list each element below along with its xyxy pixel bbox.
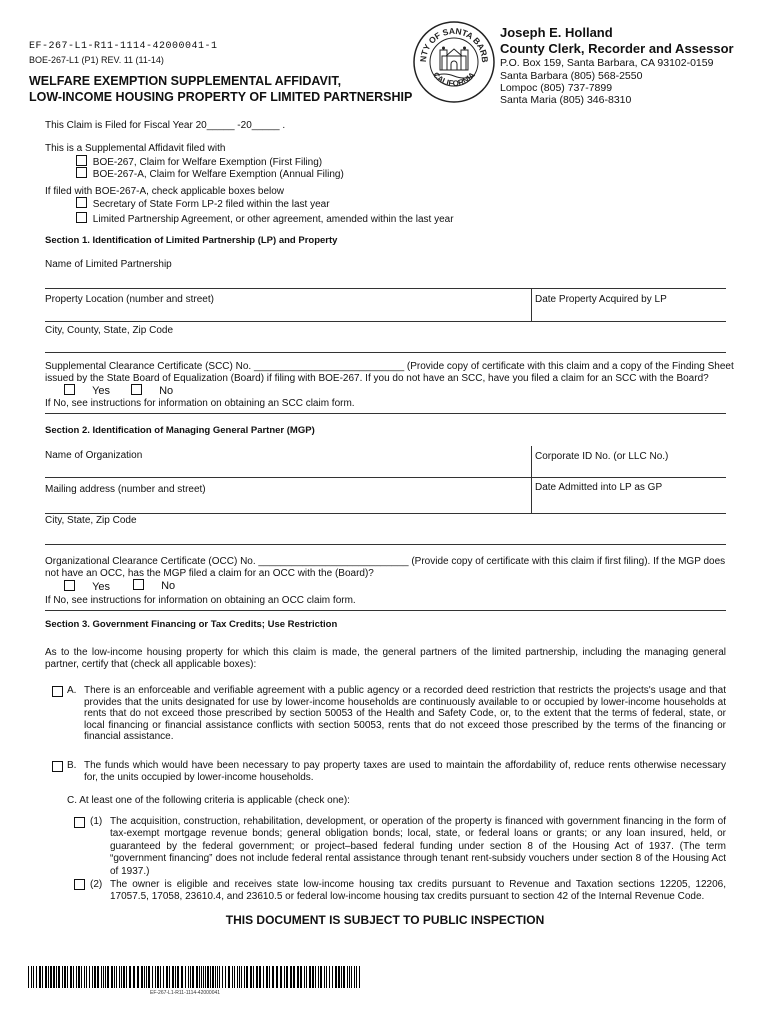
phone-santa-maria: Santa Maria (805) 346-8310 [500,94,632,106]
barcode-bar [45,966,47,988]
county-seal-icon [412,20,496,104]
barcode-bar [300,966,302,988]
barcode-bar [31,966,32,988]
barcode-bar [347,966,348,988]
option-lp-agreement [76,212,454,225]
org-name-label: Name of Organization [45,450,143,461]
barcode-bar [81,966,82,988]
occ-no-option [133,579,175,592]
form-title-line2: LOW-INCOME HOUSING PROPERTY OF LIMITED PARTNERSHIP [29,90,413,104]
if-filed-boe267a-text: If filed with BOE-267-A, check applicable boxes below [45,186,285,197]
barcode-bar [84,966,85,988]
lp-city-label: City, County, State, Zip Code [45,325,174,336]
section1-heading: Section 1. Identification of Limited Partnership (LP) and Property [45,235,338,246]
barcode-bar [111,966,113,988]
lp-agreement-checkbox[interactable] [76,212,87,223]
property-location-field[interactable] [45,307,525,319]
svg-text:CALIFORNIA [431,70,477,88]
barcode-bar [58,966,60,988]
date-acquired-field[interactable] [535,307,723,319]
form-title-line1: WELFARE EXEMPTION SUPPLEMENTAL AFFIDAVIT, [29,74,342,88]
barcode-bar [349,966,350,988]
scc-if-no-text: If No, see instructions for information on obtaining an SCC claim form. [45,398,355,409]
barcode-bar [225,966,226,988]
barcode-bar [351,966,352,988]
barcode-bar [166,966,168,988]
occ-line1: Organizational Clearance Certificate (OCC) No. ___________________________ (Provide copy of certificate with this claim if first filing). If the MGP does [45,556,726,567]
barcode-bar [241,966,242,988]
option-c-text: C. At least one of the following criteria is applicable (check one): [67,795,350,806]
option-boe267a [76,167,344,180]
barcode-bar [50,966,52,988]
barcode-bar [188,966,189,988]
barcode-bar [276,966,278,988]
corp-id-field[interactable] [535,464,723,476]
barcode-bar [144,966,145,988]
barcode-bar [119,966,120,988]
property-location-label: Property Location (number and street) [45,294,214,305]
lp2-checkbox[interactable] [76,197,87,208]
date-admitted-label: Date Admitted into LP as GP [535,482,663,493]
supplemental-affidavit-text: This is a Supplemental Affidavit filed with [45,143,226,154]
corp-id-label: Corporate ID No. (or LLC No.) [535,451,669,462]
option-c2-text: The owner is eligible and receives state low-income housing tax credits pursuant to Revenue and Taxation sections 12205, 12206, 17057.5, 17058, 23610.4, and 23610.5 or federal low-income housing tax credits pursuant to section 42 of the Internal Revenue Code. [110,879,726,903]
barcode-bar [304,966,305,988]
barcode-bar [126,966,127,988]
scc-line1: Supplemental Clearance Certificate (SCC) No. ___________________________ (Provide copy of certificate with this claim and a copy of the Finding Sheet [45,361,734,372]
barcode-bar [246,966,248,988]
phone-santa-barbara: Santa Barbara (805) 568-2550 [500,70,643,82]
barcode-bar [359,966,360,988]
barcode-bar [141,966,143,988]
barcode-bar [332,966,333,988]
barcode-bar [237,966,238,988]
mailing-address-label: Mailing address (number and street) [45,484,206,495]
barcode-bar [67,966,68,988]
barcode-bar [133,966,135,988]
barcode-bar [86,966,87,988]
barcode-bar [28,966,29,988]
barcode-bar [123,966,125,988]
scc-no-option [131,384,173,397]
barcode-bar [199,966,200,988]
barcode-icon [28,966,364,988]
occ-yes-option [64,580,110,593]
option-c2-checkbox[interactable] [74,879,85,890]
barcode-bar [177,966,179,988]
barcode-bar [272,966,274,988]
barcode-bar [290,966,292,988]
barcode-bar [250,966,252,988]
barcode-bar [244,966,245,988]
barcode-bar [215,966,216,988]
barcode-bar [129,966,131,988]
lp-name-field[interactable] [45,272,725,284]
scc-no-checkbox[interactable] [131,384,142,395]
scc-no-label: No [159,385,174,397]
barcode-bar [116,966,117,988]
option-a-checkbox[interactable] [52,686,63,697]
barcode-bar [105,966,106,988]
boe267-checkbox[interactable] [76,155,87,166]
barcode-bar [356,966,357,988]
barcode-bar [163,966,164,988]
occ-yes-checkbox[interactable] [64,580,75,591]
barcode-bar [306,966,307,988]
scc-yes-label: Yes [92,385,111,397]
barcode-bar [341,966,342,988]
barcode-bar [175,966,176,988]
occ-yes-label: Yes [92,581,111,593]
barcode-bar [343,966,345,988]
barcode-bar [210,966,211,988]
barcode-bar [101,966,102,988]
barcode-bar [256,966,258,988]
option-c1-text: The acquisition, construction, rehabilitation, development, or operation of the property is financed with government financing in the form of tax-exempt mortgage revenue bonds; general obligation bonds; local, state, or federal loans or grants; or any loan insured, held, or guaranteed by the federal government; or project–based federal funding under section 8 of the Housing Act of 1937. (The term “government financing” does not include federal rental assistance through tenant rent-subsidy vouchers under section 8 of the Housing Act of 1937.) [110,816,726,877]
barcode-bar [148,966,150,988]
barcode-bar [62,966,63,988]
option-lp2 [76,197,330,210]
barcode-bar [326,966,327,988]
seal-top-text: NTY OF SANTA BARB [417,25,491,63]
org-name-field[interactable] [45,463,525,475]
barcode-bar [73,966,74,988]
scc-yes-checkbox[interactable] [64,384,75,395]
mgp-city-label: City, State, Zip Code [45,515,137,526]
barcode-bar [266,966,268,988]
barcode-bar [64,966,66,988]
barcode-bar [36,966,37,988]
barcode-bar [76,966,77,988]
barcode-bar [253,966,254,988]
lp2-label: Secretary of State Form LP-2 filed within the last year [92,199,330,210]
barcode-bar [263,966,264,988]
mailing-address-field[interactable] [45,497,525,509]
public-inspection-notice: THIS DOCUMENT IS SUBJECT TO PUBLIC INSPECTION [225,913,545,927]
barcode-bar [205,966,206,988]
lp-city-field[interactable] [45,338,725,350]
barcode-bar [39,966,41,988]
barcode-bar [192,966,194,988]
option-c2-label: (2) [90,879,103,890]
barcode-text: EF-267-L1-R11-1114-42000041 [150,990,221,996]
barcode-bar [185,966,186,988]
barcode-bar [103,966,104,988]
fiscal-year-line: This Claim is Filed for Fiscal Year 20_____ -20_____ . [45,120,286,131]
barcode-bar [152,966,153,988]
barcode-bar [284,966,285,988]
section3-intro: As to the low-income housing property for which this claim is made, the general partners of the limited partnership, including the managing general partner, certify that (check all applicable boxes): [45,647,726,670]
occ-if-no-text: If No, see instructions for information on obtaining an OCC claim form. [45,595,356,606]
form-id: EF-267-L1-R11-1114-42000041-1 [29,41,218,52]
barcode-bar [207,966,209,988]
mgp-city-field[interactable] [45,528,725,540]
barcode-bar [222,966,223,988]
lp-name-label: Name of Limited Partnership [45,259,172,270]
option-b-text: The funds which would have been necessary to pay property taxes are used to maintain the affordability of, reduce rents otherwise necessary for, the units occupied by lower-income households. [84,760,726,783]
barcode-bar [53,966,55,988]
barcode-bar [70,966,72,988]
scc-yes-option [64,384,110,397]
date-acquired-label: Date Property Acquired by LP [535,294,667,305]
form-revision: BOE-267-L1 (P1) REV. 11 (11-14) [29,55,164,65]
barcode-bar [157,966,159,988]
barcode-bar [232,966,233,988]
option-a-text: There is an enforceable and verifiable agreement with a public agency or a recorded deed restriction that restricts the projects's usage and that provides that the units designated for use by lower-income households are continuously available to or occupied by lower-income households at rents that do not exceed those prescribed by section 50053 of the Health and Safety Code, or, to the extent that the terms of federal, state, or local financing or financial assistance conflicts with section 50053, rents that do not exceed those prescribed by the terms of the financing or financial assistance. [84,685,726,743]
barcode-bar [203,966,204,988]
barcode-bar [293,966,295,988]
barcode-bar [169,966,170,988]
barcode-bar [107,966,109,988]
barcode-bar [146,966,147,988]
barcode-bar [89,966,90,988]
barcode-bar [312,966,314,988]
barcode-bar [315,966,316,988]
official-name: Joseph E. Holland [500,25,613,40]
option-b-label: B. [67,760,77,771]
barcode-bar [114,966,115,988]
occ-no-checkbox[interactable] [133,579,144,590]
barcode-bar [42,966,43,988]
barcode-bar [92,966,93,988]
barcode-bar [309,966,311,988]
barcode-bar [196,966,198,988]
barcode-bar [324,966,325,988]
barcode-bar [329,966,330,988]
seal-bottom-text: CALIFORNIA [431,70,477,89]
barcode-bar [56,966,57,988]
barcode-bar [97,966,99,988]
barcode-bar [181,966,183,988]
official-title: County Clerk, Recorder and Assessor [500,41,734,56]
barcode-bar [269,966,270,988]
barcode-bar [217,966,218,988]
occ-line2: not have an OCC, has the MGP filed a claim for an OCC with the (Board)? [45,568,374,579]
barcode-bar [318,966,319,988]
barcode-bar [234,966,235,988]
boe267a-checkbox[interactable] [76,167,87,178]
option-c1-label: (1) [90,816,103,827]
occ-no-label: No [161,580,176,592]
option-c1-checkbox[interactable] [74,817,85,828]
barcode-bar [297,966,299,988]
barcode-bar [137,966,139,988]
section3-heading: Section 3. Government Financing or Tax Credits; Use Restriction [45,619,338,630]
phone-lompoc: Lompoc (805) 737-7899 [500,82,613,94]
option-a-label: A. [67,685,77,696]
barcode-bar [228,966,230,988]
barcode-bar [335,966,337,988]
barcode-bar [48,966,49,988]
barcode-bar [239,966,240,988]
barcode-bar [160,966,161,988]
barcode-bar [190,966,191,988]
barcode-bar [94,966,96,988]
barcode-bar [219,966,220,988]
barcode-bar [320,966,322,988]
barcode-bar [155,966,156,988]
boe267a-label: BOE-267-A, Claim for Welfare Exemption (Annual Filing) [92,169,344,180]
barcode-bar [286,966,288,988]
date-admitted-field[interactable] [535,497,723,509]
barcode-bar [354,966,355,988]
scc-line2: issued by the State Board of Equalization (Board) if filing with BOE-267. If you do not have an SCC, have you filed a claim for an SCC with the Board? [45,373,709,384]
barcode-bar [201,966,202,988]
barcode-bar [280,966,282,988]
boe267-label: BOE-267, Claim for Welfare Exemption (First Filing) [92,157,323,168]
barcode-bar [212,966,214,988]
barcode-bar [121,966,122,988]
barcode-bar [259,966,261,988]
barcode-bar [338,966,340,988]
option-b-checkbox[interactable] [52,761,63,772]
office-address: P.O. Box 159, Santa Barbara, CA 93102-0159 [500,57,714,69]
barcode-bar [33,966,34,988]
barcode-bar [172,966,174,988]
lp-agreement-label: Limited Partnership Agreement, or other agreement, amended within the last year [92,214,454,225]
section2-heading: Section 2. Identification of Managing General Partner (MGP) [45,425,315,436]
barcode-bar [78,966,80,988]
